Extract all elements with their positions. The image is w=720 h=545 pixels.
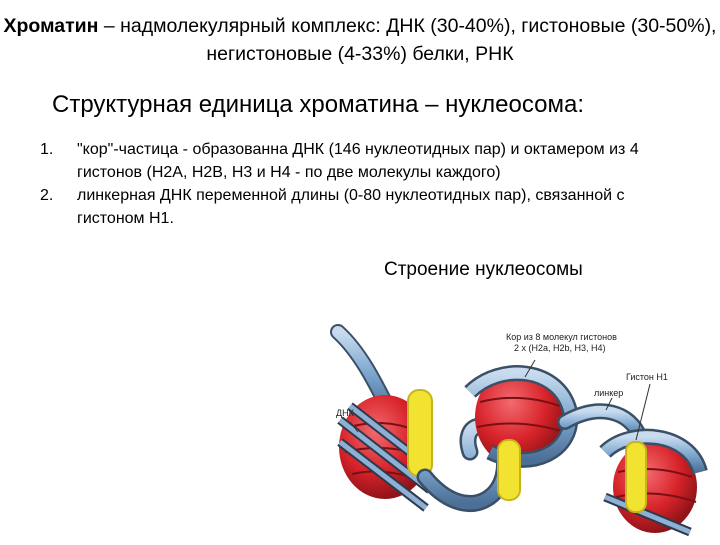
label-histone-h1: Гистон Н1 — [626, 372, 668, 382]
figure-caption: Строение нуклеосомы — [384, 259, 583, 280]
histone-h1-3 — [626, 442, 646, 512]
nucleosome-core-3 — [605, 437, 700, 533]
histone-h1-1 — [408, 390, 432, 476]
list-item — [40, 184, 690, 230]
histone-h1-2 — [498, 440, 520, 500]
label-dna: ДНК — [336, 408, 354, 418]
list-item-number: 2. — [40, 187, 54, 204]
list-item-text: линкерная ДНК переменной длины (0-80 нуклеотидных пар), связанной с гистоном Н1. — [77, 187, 625, 227]
nucleosome-illustration — [330, 322, 720, 540]
section-subtitle: Структурная единица хроматина – нуклеосома: — [52, 91, 584, 118]
list-item — [40, 138, 690, 184]
definition-list — [40, 138, 690, 230]
label-linker: линкер — [594, 388, 624, 398]
title-term: Хроматин — [3, 15, 99, 37]
title-definition: – надмолекулярный комплекс: ДНК (30-40%), гистоновые (30-50%), негистоновые (4-33%) белки, РНК — [98, 15, 717, 65]
label-core: Кор из 8 молекул гистонов 2 х (Н2а, Н2b, Н3, Н4) — [506, 332, 617, 353]
list-item-text: "кор"-частица - образованна ДНК (146 нуклеотидных пар) и октамером из 4 гистонов (Н2А, Н2В, Н3 и Н4 - по две молекулы каждого) — [77, 141, 639, 181]
nucleosome-drawing — [330, 322, 720, 540]
list-item-number: 1. — [40, 141, 54, 158]
page-title — [0, 12, 720, 68]
